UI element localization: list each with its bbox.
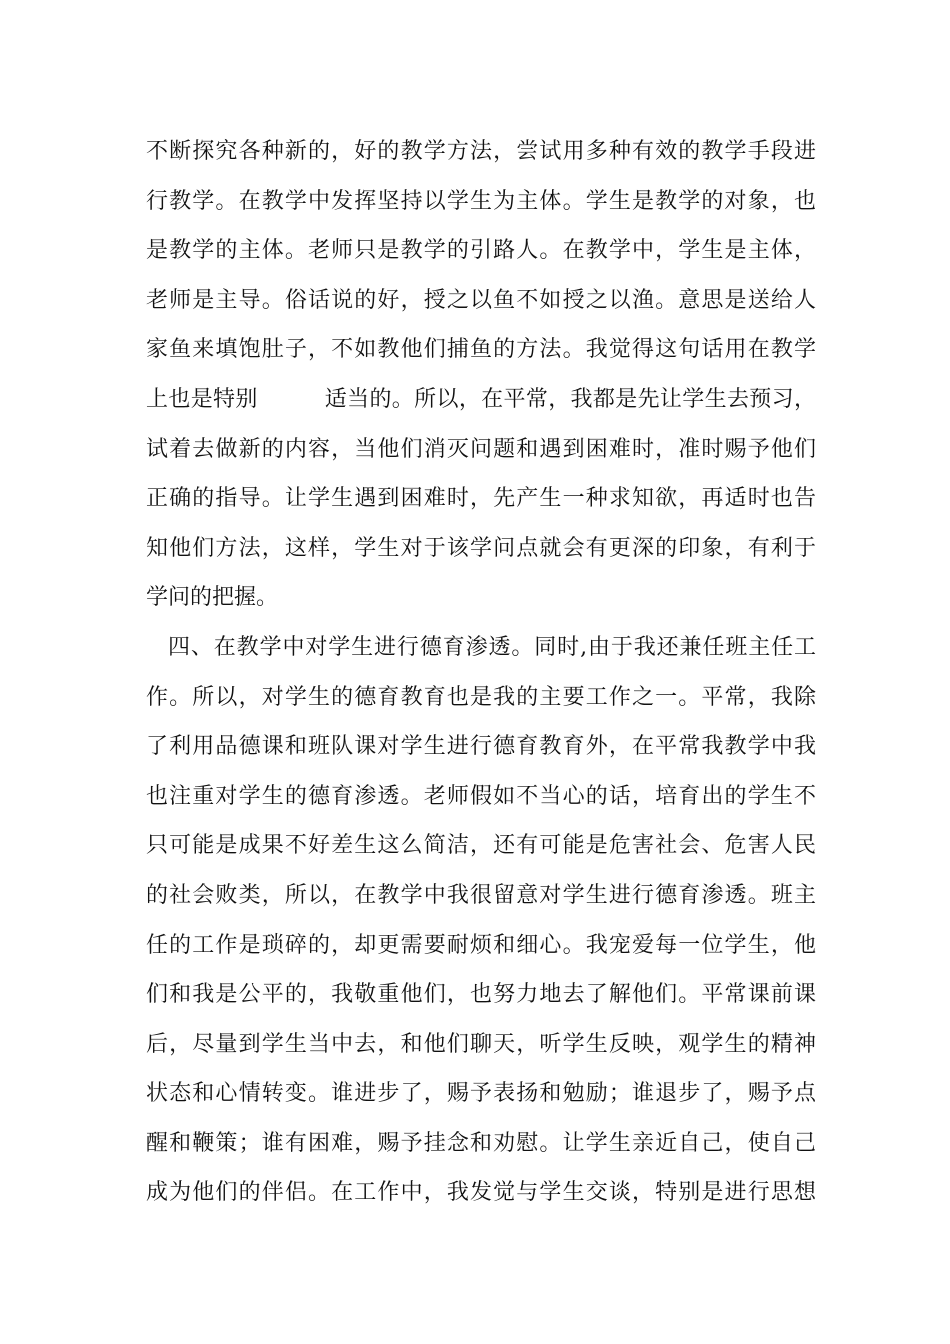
text-line: 作。所以，对学生的德育教育也是我的主要工作之一。平常，我除 (146, 684, 816, 710)
text-line: 不断探究各种新的，好的教学方法，尝试用多种有效的教学手段进 (146, 139, 816, 164)
text-line: 了利用品德课和班队课对学生进行德育教育外，在平常我教学中我 (146, 734, 816, 760)
text-line: 老师是主导。俗话说的好，授之以鱼不如授之以渔。意思是送给人 (146, 287, 816, 313)
text-line: 正确的指导。让学生遇到困难时，先产生一种求知欲，再适时也告 (146, 486, 816, 512)
text-line: 试着去做新的内容，当他们消灭问题和遇到困难时，准时赐予他们 (146, 436, 816, 462)
text-line: 学问的把握。 (146, 585, 279, 611)
text-line: 知他们方法，这样，学生对于该学问点就会有更深的印象，有利于 (146, 535, 816, 561)
text-line: 后，尽量到学生当中去，和他们聊天，听学生反映，观学生的精神 (146, 1031, 816, 1057)
text-line: 的社会败类，所以，在教学中我很留意对学生进行德育渗透。班主 (146, 882, 816, 908)
text-line: 醒和鞭策；谁有困难，赐予挂念和劝慰。让学生亲近自己，使自己 (146, 1130, 816, 1156)
text-line: 状态和心情转变。谁进步了，赐予表扬和勉励；谁退步了，赐予点 (146, 1081, 816, 1107)
text-line: 是教学的主体。老师只是教学的引路人。在教学中，学生是主体， (146, 238, 816, 264)
text-line: 也注重对学生的德育渗透。老师假如不当心的话，培育出的学生不 (146, 783, 816, 809)
text-line: 行教学。在教学中发挥坚持以学生为主体。学生是教学的对象，也 (146, 188, 816, 214)
text-line: 们和我是公平的，我敬重他们，也努力地去了解他们。平常课前课 (146, 982, 816, 1008)
text-line: 上也是特别 适当的。所以，在平常，我都是先让学生去预习， (146, 386, 816, 412)
text-line: 成为他们的伴侣。在工作中，我发觉与学生交谈，特别是进行思想 (146, 1180, 816, 1206)
text-line: 家鱼来填饱肚子，不如教他们捕鱼的方法。我觉得这句话用在教学 (146, 337, 816, 363)
paragraph-start-line: 四、在教学中对学生进行德育渗透。同时,由于我还兼任班主任工 (168, 634, 816, 660)
body-text (146, 127, 816, 1218)
text-line: 任的工作是琐碎的，却更需要耐烦和细心。我宠爱每一位学生，他 (146, 932, 816, 958)
text-line: 只可能是成果不好差生这么简洁，还有可能是危害社会、危害人民 (146, 833, 816, 859)
